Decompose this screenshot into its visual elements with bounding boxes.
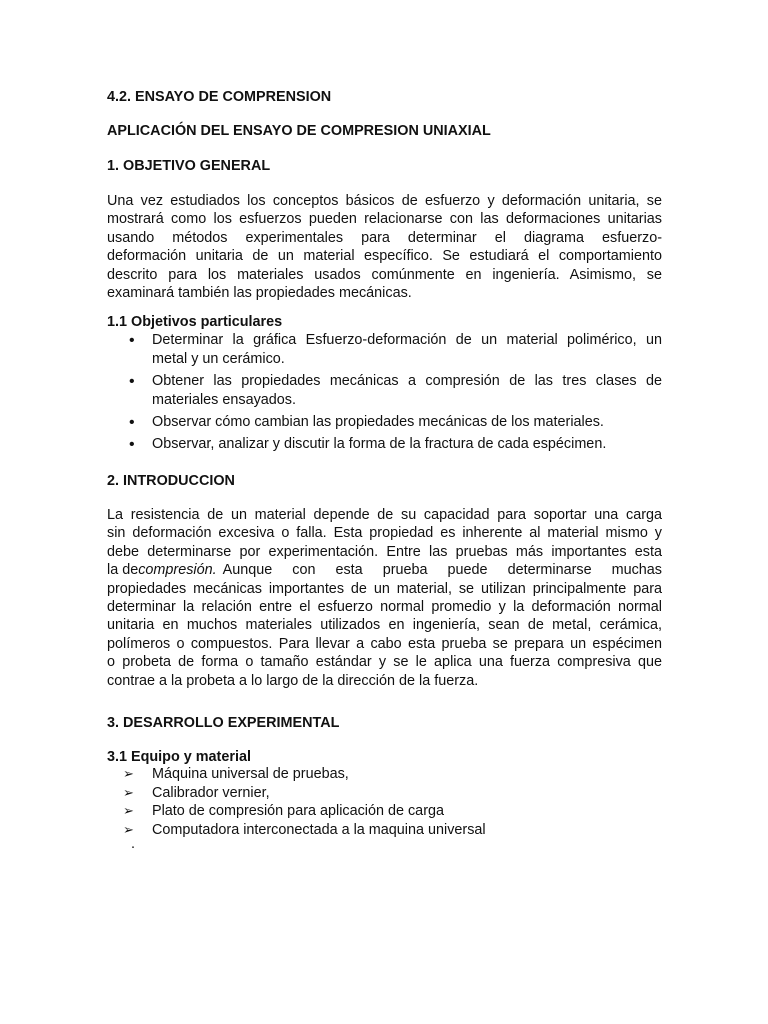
list-item: ➢ Computadora interconectada a la maquina universal — [107, 821, 662, 840]
paragraph-line: propiedades mecánicas importantes de un material, se utilizan principalmente para — [107, 580, 662, 597]
paragraph-line: mostrará como los esfuerzos pueden relacionarse con las deformaciones unitarias — [107, 211, 662, 228]
list-item: • Determinar la gráfica Esfuerzo-deformación de un material polimérico, un metal y un cerámico. — [107, 331, 662, 369]
line-rest: Aunque con esta prueba puede determinarse muchas — [222, 562, 662, 579]
objetivos-list — [107, 331, 662, 457]
list-item: • Obtener las propiedades mecánicas a compresión de las tres clases de materiales ensayados. — [107, 372, 662, 410]
emphasis-text: compresión. — [138, 562, 217, 579]
paragraph-line: debe determinarse por experimentación. Entre las pruebas más importantes esta — [107, 543, 662, 560]
objetivo-general-paragraph — [107, 192, 662, 302]
introduccion-paragraph — [107, 506, 662, 690]
paragraph-line: polímeros o compuestos. Para llevar a cabo esta prueba se prepara un espécimen — [107, 635, 662, 652]
paragraph-line: Una vez estudiados los conceptos básicos de esfuerzo y deformación unitaria, se — [107, 193, 662, 209]
paragraph-line: descrito para los materiales usados comúnmente en ingeniería. Asimismo, se — [107, 266, 662, 283]
paragraph-line: examinará también las propiedades mecánicas. — [107, 284, 412, 301]
list-item: ➢ Calibrador vernier, — [107, 784, 662, 803]
paragraph-line: o probeta de forma o tamaño estándar y se le aplica una fuerza compresiva que — [107, 654, 662, 671]
equipo-heading: 3.1 Equipo y material — [107, 749, 251, 765]
list-item: • Observar cómo cambian las propiedades mecánicas de los materiales. — [107, 413, 662, 432]
paragraph-line: usando métodos experimentales para determinar el diagrama esfuerzo- — [107, 229, 662, 246]
application-heading: APLICACIÓN DEL ENSAYO DE COMPRESION UNIAXIAL — [107, 123, 491, 139]
equipo-list — [107, 765, 662, 839]
trailing-dot: . — [131, 836, 135, 852]
paragraph-line: deformación unitaria de un material específico. Se estudiará el comportamiento — [107, 248, 662, 265]
list-item: ➢ Plato de compresión para aplicación de carga — [107, 802, 662, 821]
paragraph-line: sin deformación excesiva o falla. Esta propiedad es inherente al material mismo y — [107, 525, 662, 542]
list-item: • Observar, analizar y discutir la forma de la fractura de cada espécimen. — [107, 435, 662, 454]
paragraph-line: la de compresión. Aunque con esta prueba puede determinarse muchas — [107, 562, 662, 579]
paragraph-line: La resistencia de un material depende de su capacidad para soportar una carga — [107, 507, 662, 523]
objetivos-particulares-heading: 1.1 Objetivos particulares — [107, 314, 283, 330]
paragraph-line: unitaria en muchos materiales utilizados en ingeniería, sean de metal, cerámica, — [107, 617, 662, 634]
desarrollo-heading: 3. DESARROLLO EXPERIMENTAL — [107, 715, 340, 731]
list-item: ➢ Máquina universal de pruebas, — [107, 765, 662, 784]
section-heading: 4.2. ENSAYO DE COMPRENSION — [107, 89, 332, 105]
paragraph-line: determinar la relación entre el esfuerzo normal promedio y la deformación normal — [107, 598, 662, 615]
introduccion-heading: 2. INTRODUCCION — [107, 473, 235, 489]
objetivo-general-heading: 1. OBJETIVO GENERAL — [107, 158, 271, 174]
paragraph-line: contrae a la probeta a lo largo de la dirección de la fuerza. — [107, 672, 479, 689]
